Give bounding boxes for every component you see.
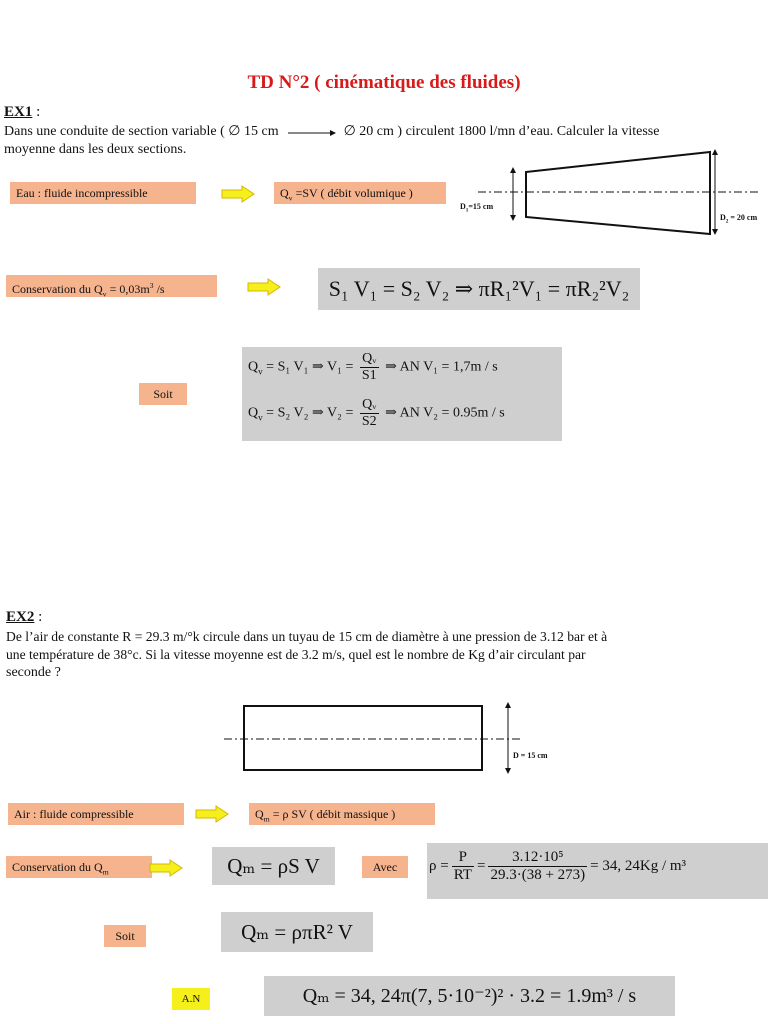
ex2-conservation-sub: m [102, 867, 109, 877]
page-title: TD N°2 ( cinématique des fluides) [247, 72, 521, 93]
ex2-text-line2: une température de 38°c. Si la vitesse moyenne est de 3.2 m/s, quel est le nombre de Kg d’air circulant par [6, 647, 586, 662]
ex1-d1-letter: D [460, 202, 466, 211]
ex1-eq1-fraction [360, 351, 379, 384]
diverging-pipe-diagram [470, 145, 768, 245]
ex1-eq2-num: Qᵥ [360, 397, 379, 414]
right-arrow-icon [286, 127, 336, 137]
ex2-debit-box [249, 803, 435, 825]
ex1-d1-label [460, 202, 493, 214]
ex1-eq1-num: Qᵥ [360, 351, 379, 368]
ex2-d-label: D = 15 cm [513, 751, 548, 760]
yellow-arrow-icon [220, 185, 256, 203]
ex2-conservation-text: Conservation du Q [12, 860, 103, 874]
ex2-an-equation: Qₘ = 34, 24π(7, 5·10⁻²)² · 3.2 = 1.9m³ / s [264, 976, 675, 1016]
ex2-colon: : [34, 609, 43, 625]
straight-pipe-diagram [220, 700, 550, 780]
ex1-fluid-box: Eau : fluide incompressible [10, 182, 196, 204]
ex1-main-equation: S₁ V₁ = S₂ V₂ ⇒ πR₁²V₁ = πR₂²V₂ [318, 268, 640, 310]
ex2-heading [6, 609, 42, 626]
ex1-d2-sub: 2 [725, 218, 729, 225]
ex1-text-line2: moyenne dans les deux sections. [4, 142, 187, 157]
ex2-rho-num1: P [452, 849, 474, 867]
ex1-debit-box [274, 182, 446, 204]
ex1-result-block [242, 347, 562, 441]
ex1-d1-rest: =15 cm [468, 202, 494, 211]
ex2-rho-equals: = [476, 858, 486, 874]
ex2-rho-frac2 [488, 849, 587, 884]
ex1-text-line1b: ∅ 20 cm ) circulent 1800 l/mn d’eau. Calculer la vitesse [343, 124, 660, 139]
ex2-avec-box: Avec [362, 856, 408, 878]
ex1-colon: : [32, 104, 41, 120]
ex2-conservation-box [6, 856, 152, 878]
ex2-fluid-box: Air : fluide compressible [8, 803, 184, 825]
ex1-d2-label [720, 213, 757, 225]
ex2-soit-equation: Qₘ = ρπR² V [221, 912, 373, 952]
ex1-conservation-end: /s [153, 282, 165, 296]
ex1-eq2-right: ⇒ AN V₂ = 0.95m / s [385, 405, 505, 421]
ex2-label: EX2 [6, 609, 35, 625]
ex1-conservation-box [6, 275, 217, 297]
ex1-eq1-mid: = S₁ V₁ ⇒ V₁ = [262, 359, 354, 375]
ex2-rho-den2: 29.3·(38 + 273) [490, 867, 586, 883]
ex1-soit-box: Soit [139, 383, 187, 405]
ex2-debit-sub: m [263, 814, 270, 824]
ex2-rho-num2: 3.12·10⁵ [488, 849, 587, 867]
ex1-label: EX1 [4, 104, 33, 120]
ex2-rho-right: = 34, 24Kg / m³ [590, 858, 687, 874]
ex1-conservation-sub: v [102, 289, 107, 299]
ex2-soit-box: Soit [104, 925, 146, 947]
ex1-eq2-fraction [360, 397, 379, 430]
ex2-statement [6, 628, 764, 682]
ex2-rho-equation [427, 843, 768, 899]
ex2-rho-frac1 [452, 849, 474, 884]
ex1-heading [4, 104, 40, 121]
yellow-arrow-icon [246, 278, 282, 296]
ex2-text-line3: seconde ? [6, 665, 61, 680]
ex1-d2-letter: D [720, 213, 726, 222]
ex1-eq1-q-sub: v [258, 366, 263, 377]
ex1-eq1-right: ⇒ AN V₁ = 1,7m / s [385, 359, 498, 375]
yellow-arrow-icon [194, 805, 230, 823]
ex1-eq2-mid: = S₂ V₂ ⇒ V₂ = [262, 405, 354, 421]
ex1-d2-rest: = 20 cm [728, 213, 758, 222]
ex2-rho-left: ρ = [429, 858, 449, 874]
ex2-an-box: A.N [172, 988, 210, 1010]
ex1-eq1-q: Q [248, 359, 259, 375]
ex2-qm-equation: Qₘ = ρS V [212, 847, 335, 885]
ex2-debit-rest: = ρ SV ( débit massique ) [269, 807, 396, 821]
ex1-eq1 [248, 351, 498, 384]
ex1-debit-q: Q [280, 186, 289, 200]
ex1-eq2-q: Q [248, 405, 259, 421]
ex1-text-line1: Dans une conduite de section variable ( ∅ 15 cm [4, 124, 279, 139]
ex2-rho-row [429, 849, 686, 884]
ex1-eq2 [248, 397, 505, 430]
ex1-eq2-den: S2 [361, 414, 377, 429]
ex2-rho-den1: RT [453, 867, 472, 883]
ex1-eq2-q-sub: v [258, 412, 263, 423]
ex1-eq1-den: S1 [361, 368, 377, 383]
ex1-conservation-sup: 3 [149, 281, 154, 290]
yellow-arrow-icon [148, 859, 184, 877]
ex1-conservation-rest: = 0,03m [106, 282, 150, 296]
ex1-debit-rest: =SV ( débit volumique ) [292, 186, 413, 200]
ex2-text-line1: De l’air de constante R = 29.3 m/°k circule dans un tuyau de 15 cm de diamètre à une pression de 3.12 bar et à [6, 629, 608, 644]
ex1-debit-sub: v [288, 193, 293, 203]
ex1-conservation-text: Conservation du Q [12, 282, 103, 296]
ex2-debit-q: Q [255, 807, 264, 821]
ex1-d1-sub: 1 [465, 207, 469, 214]
